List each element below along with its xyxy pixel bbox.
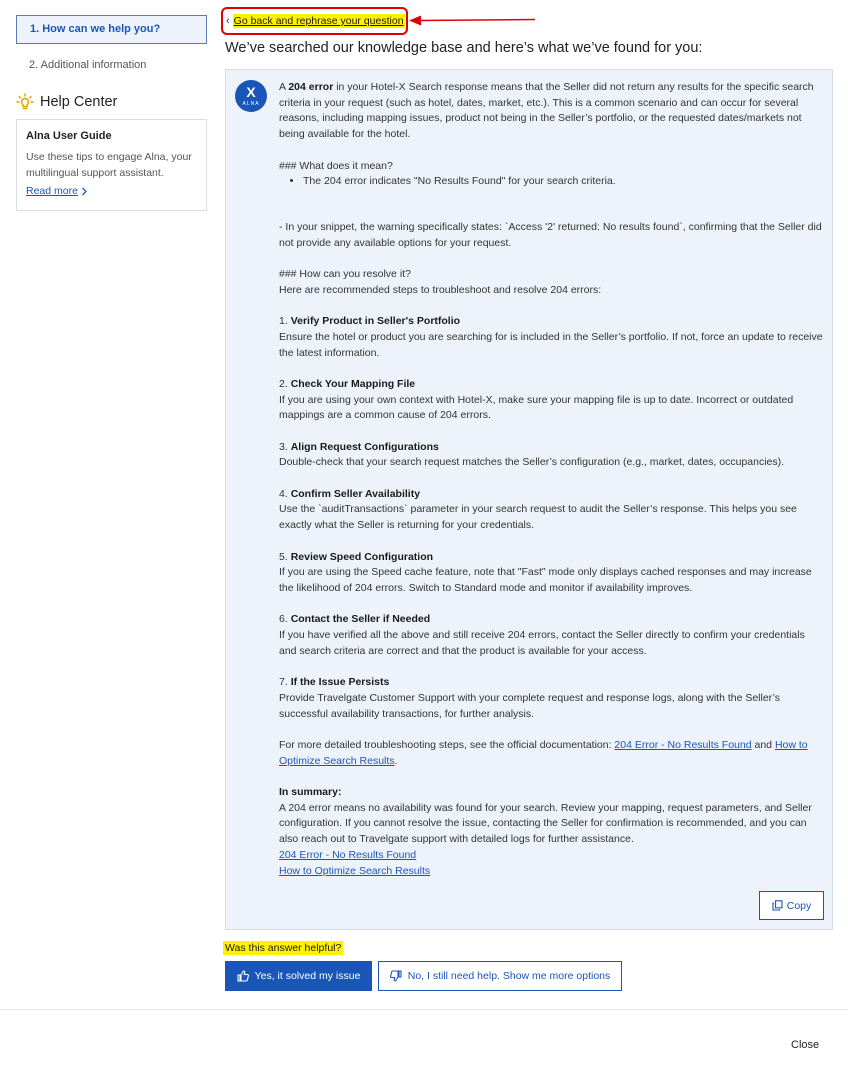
thumbs-down-icon [390,970,402,982]
step-1-title: 1. Verify Product in Seller's Portfolio [279,315,461,328]
results-headline: We’ve searched our knowledge base and here’s what we’ve found for you: [225,40,703,56]
user-guide-title: Alna User Guide [26,130,112,142]
step-4-text: Use the `auditTransactions` parameter in your search request to audit the Seller’s response. This helps you see exactly what the Seller is returning for your credentials. [279,503,797,532]
snippet-note: - In your snippet, the warning specifically states: `Access '2' returned: No results found`, confirming that the Seller did not provide any available options for your request. [279,220,822,249]
answer-panel [225,69,833,930]
chevron-left-icon: ‹ [226,15,230,27]
help-center-title: Help Center [40,94,118,110]
go-back-link[interactable]: Go back and rephrase your question [233,15,404,27]
read-more-label: Read more [26,185,78,197]
step-2-text: If you are using your own context with Hotel-X, make sure your mapping file is up to date. Incorrect or outdated mappings are a common cause of 204 errors. [279,393,794,422]
close-button[interactable]: Close [791,1039,820,1051]
no-label: No, I still need help. Show me more options [407,970,611,982]
docs-paragraph: For more detailed troubleshooting steps, see the official documentation: 204 Error - No Results Found and How to Optimize Search Results. [279,738,808,767]
yes-solved-button[interactable] [225,961,372,991]
answer-content [279,80,825,879]
meaning-bullet: • The 204 error indicates "No Results Found" for your search criteria. [303,174,825,190]
step-7-title: 7. If the Issue Persists [279,676,390,689]
lightbulb-icon [16,93,34,111]
step-4-title: 4. Confirm Seller Availability [279,487,421,500]
step-2-title: 2. Check Your Mapping File [279,377,416,390]
avatar-name: ALNA [242,101,260,107]
user-guide-description: Use these tips to engage Alna, your multilingual support assistant. [26,151,192,179]
go-back-annotation-box [221,7,408,35]
summary-link-optimize-search[interactable]: How to Optimize Search Results [279,864,431,877]
helpful-question: Was this answer helpful? [225,942,342,954]
step-additional-information: 2. Additional information [29,59,147,71]
summary-link-204-error[interactable]: 204 Error - No Results Found [279,848,417,861]
read-more-link[interactable] [26,185,88,197]
yes-label: Yes, it solved my issue [254,970,361,982]
step-3-text: Double-check that your search request matches the Seller’s configuration (e.g., market, dates, occupancies). [279,456,785,469]
step-6-title: 6. Contact the Seller if Needed [279,613,431,626]
step-6-text: If you have verified all the above and still receive 204 errors, contact the Seller directly to confirm your credentials and search criteria are correct and that the product is available for your access. [279,629,805,657]
chevron-right-icon [81,187,88,196]
thumbs-up-icon [237,970,249,982]
resolve-heading: ### How can you resolve it? [279,268,411,280]
user-guide-card [16,119,207,211]
summary-text: A 204 error means no availability was found for your search. Review your mapping, request parameters, and Seller configuration. If you cannot resolve the issue, contacting the Seller for confirmation is recommended, and you can also reach out to Travelgate support with detailed logs for further assistance. [279,801,812,846]
need-more-help-button[interactable] [378,961,622,991]
summary-heading: In summary: [279,786,342,799]
step-5-title: 5. Review Speed Configuration [279,550,434,563]
copy-icon [772,900,783,911]
step-1-text: Ensure the hotel or product you are searching for is included in the Seller’s portfolio. If not, force an update to receive the latest information. [279,330,823,359]
step-7-text: Provide Travelgate Customer Support with your complete request and response logs, along with the Seller’s successful availability transactions, for further analysis. [279,691,780,720]
copy-label: Copy [786,899,812,912]
step-3-title: 3. Align Request Configurations [279,440,439,453]
meaning-heading: ### What does it mean? [279,159,393,172]
alna-avatar [235,80,267,112]
copy-button[interactable] [759,891,824,920]
step-5-text: If you are using the Speed cache feature, note that "Fast" mode only displays cached responses and may increase the likelihood of 204 errors. Switch to Standard mode and monitor if availability improves. [279,566,812,594]
doc-link-204-error[interactable]: 204 Error - No Results Found [614,738,752,751]
doc-link-optimize-search[interactable]: How to Optimize Search Results [279,738,808,767]
footer-divider [0,1009,848,1010]
help-center-header [16,93,117,111]
resolve-intro: Here are recommended steps to troubleshoot and resolve 204 errors: [279,283,602,296]
answer-intro: A 204 error in your Hotel-X Search response means that the Seller did not return any results for the specific search criteria in your request (such as hotel, dates, market, etc.). This is a common scenario and can occur for several reasons, including mapping issues, product not being in the Seller’s portfolio, or the requested dates/markets not being available for the hotel. [279,81,814,141]
red-arrow-annotation [408,11,536,27]
avatar-letter: X [246,84,256,100]
step-how-can-we-help[interactable]: 1. How can we help you? [16,15,207,44]
